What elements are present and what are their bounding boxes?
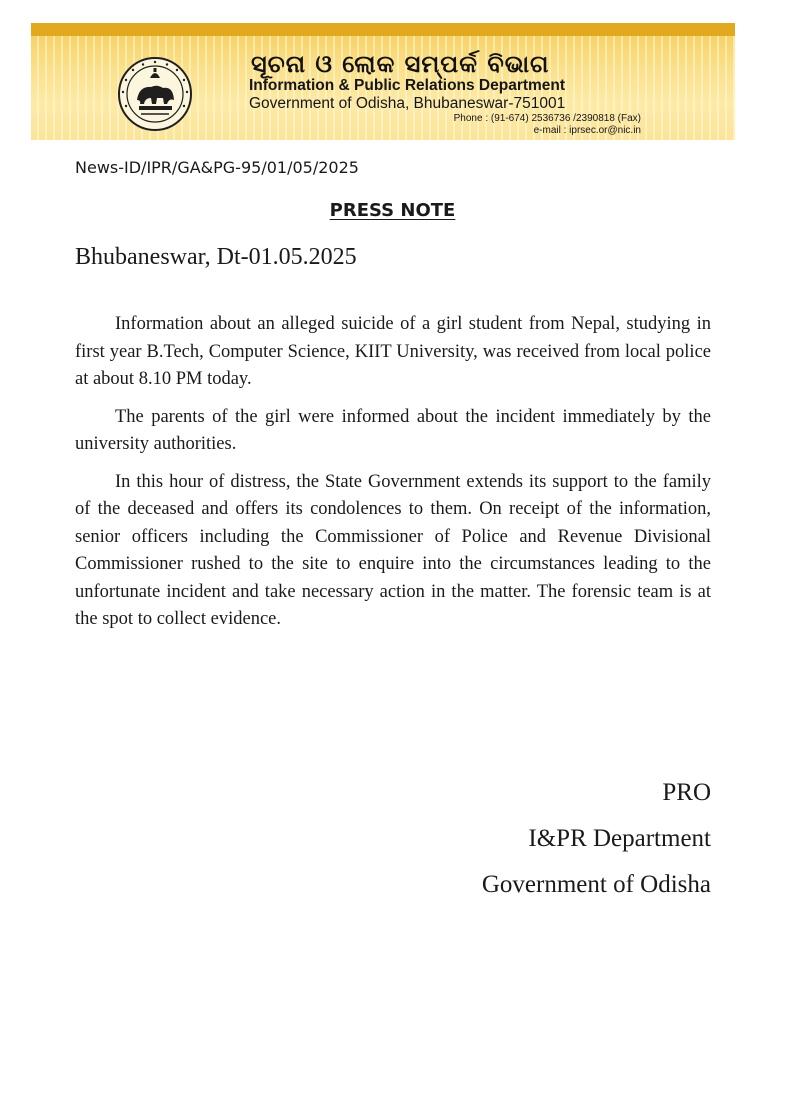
phone-line: Phone : (91-674) 2536736 /2390818 (Fax) <box>453 113 641 124</box>
news-id: News-ID/IPR/GA&PG-95/01/05/2025 <box>75 158 359 177</box>
paragraph-incident: Information about an alleged suicide of a girl student from Nepal, studying in first year B.Tech, Computer Science, KIIT University, was received from local police at about 8.10 PM today. <box>75 314 711 389</box>
press-note-heading: PRESS NOTE <box>329 200 456 221</box>
paragraph-parents: The parents of the girl were informed about the incident immediately by the university authorities. <box>75 406 711 454</box>
letterhead-banner <box>31 23 735 140</box>
signature-department: I&PR Department <box>528 825 711 852</box>
department-name: Information & Public Relations Department <box>249 77 566 94</box>
dateline: Bhubaneswar, Dt-01.05.2025 <box>75 244 357 270</box>
paragraph-government-response: In this hour of distress, the State Government extends its support to the family of the deceased and offers its condolences to them. On receipt of the information, senior officers including the Commissioner of Police and Revenue Divisional Commissioner rushed to the site to enquire into the circumstances leading to the unfortunate incident and take necessary action in the matter. The forensic team is at the spot to collect evidence. <box>75 471 711 629</box>
signature-block <box>482 770 711 908</box>
press-note-body <box>75 311 711 644</box>
email-line: e-mail : iprsec.or@nic.in <box>533 125 641 136</box>
letterhead-text <box>249 51 641 137</box>
banner-top-stripe <box>31 23 735 36</box>
odia-department-title: ସୂଚନା ଓ ଲୋକ ସମ୍ପର୍କ ବିଭାଗ <box>251 50 550 78</box>
government-address: Government of Odisha, Bhubaneswar-751001 <box>249 95 566 112</box>
signature-government: Government of Odisha <box>481 871 711 898</box>
signature-designation: PRO <box>662 779 711 806</box>
odisha-emblem-icon <box>117 56 193 132</box>
